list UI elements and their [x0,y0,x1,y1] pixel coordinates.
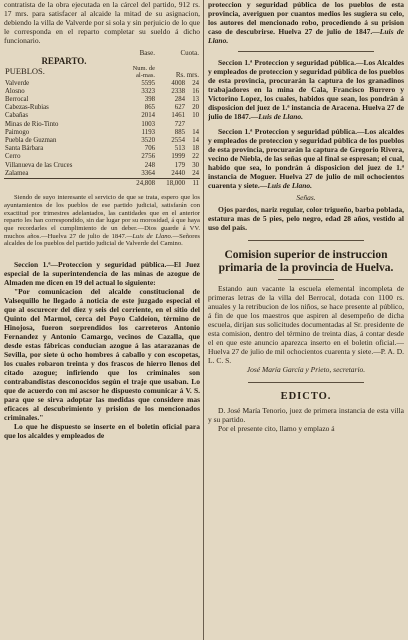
paragraph-gregorio [208,127,404,190]
total-rs: 18,000 [156,179,186,189]
paragraph-senas: Ojos pardos, nariz regular, color trigueño, barba poblada, estatura mas de 5 pies, pelo negro, edad 28 años, vestido al uso del país. [208,205,404,232]
mrs-cell: 16 [192,87,199,95]
seccion-text: —El Juez especial de la superintendencia de las minas de azogue de Almaden me dicen en 19 del actual lo siguiente: [4,260,200,288]
almas-cell: 1003 [141,120,155,128]
rs-cell: 179 [174,161,185,169]
pueblo-cell: Zalamea [5,169,29,177]
senas-text: Señas. [296,193,316,202]
paragraph-seccion-almaden [4,260,200,287]
p2-addressee: —Señores alcaldes de los pueblos del partido judicial de Valverde del Camino. [4,232,200,248]
almas-cell: 2014 [141,112,155,120]
table-row [4,129,200,137]
pueblo-cell: Valverde [5,79,30,87]
escuela-signature [208,365,404,374]
pueblo-cell: Berrocal [5,96,29,104]
mrs-cell: 30 [192,161,199,169]
table-row [4,121,200,129]
pueblo-cell: Santa Bárbara [5,145,44,153]
table-row [4,96,200,104]
r-p1-text: proteccion y seguridad pública de los pueblos de esta provincia, averiguen por cuantos medios les sugiera su celo, los autores del mencionado robo, procediendo á su prision caso de descubrirse. Huelva 27 de julio de 1847. [208,0,404,36]
almas-cell: 2756 [141,153,155,161]
table-row [4,112,200,120]
rs-cell: 513 [174,145,185,153]
col-cuota: Cuota. [180,49,199,57]
mrs-cell: 24 [192,169,199,177]
paragraph-siendo [4,194,200,248]
mrs-cell: 24 [192,79,199,87]
table-title: REPARTO. [41,56,87,67]
paragraph-cito: Por el presente cito, llamo y emplazo á [218,424,335,433]
paragraph-lo-que: Lo que he dispuesto se inserte en el boletin oficial para que los alcaldes y empleados de [4,422,200,441]
r-p3-text: —Los alcaldes y empleados de proteccion y seguridad pública de los pueblos de esta provincia, procurarán la captura de Gregorio Rivera, vecino de Niebla, de las señas que al final se espresan; el cual, habido que sea, lo pondrán á disposicion del juez de 1.ª instancia de Moguer. Huelva 27 de julio de mil ochocientos cuarenta y siete. [208,127,404,190]
pueblo-cell: Cerro [5,153,21,161]
almas-cell: 248 [144,161,155,169]
table-row [4,88,200,96]
mrs-cell: 20 [192,104,199,112]
r-p2-signature: —Luis de Llano. [250,112,304,121]
almas-cell: 398 [144,96,155,104]
reparto-table [4,49,200,188]
escuela-sign-text: José María García y Prieto, secretario. [246,365,366,374]
pueblo-cell: Cabañas [5,112,29,120]
table-row [4,80,200,88]
pueblo-cell: Villanueva de las Cruces [5,161,73,169]
seccion-heading: Seccion 1.ª—Proteccion y seguridad pública. [14,260,167,270]
mrs-cell: 13 [192,96,199,104]
almas-cell: 3364 [141,169,155,177]
r-p3-signature: —Luis de Llano. [259,181,313,190]
r-p2-text: —Los Alcaldes y empleados de proteccion y seguridad pública de los pueblos de esta provincia, procurarán la captura de los granadinos trabajadores en la mina de Cala, Francisco Burrero y Victorino Lopez, los cuales, habidos que sean, los pondrán á disposicion del juez de 1.ª instancia de Aracena. Huelva 27 de julio de 1847. [208,58,404,121]
divider-3 [278,279,334,280]
paragraph-escuela: Estando aun vacante la escuela elemental incompleta de primeras letras de la villa del Berrocal, dotada con 1100 rs. anuales y la retribucion de los niños, se hace presente al público, á fin de que los maestros que aspiren al desempeño de dicha escuela, dirijan sus solicitudes documentadas al Sr. presidente de esta comision, dentro del término de treinta dias, á contar desde el en que este anuncio aparezca inserto en el boletin oficial.—Huelva 27 de julio de mil ochocientos cuarenta y siete.—P. A. D. L. C. S. [208,284,404,365]
almas-cell: 3323 [141,87,155,95]
rs-cell: 727 [174,120,185,128]
col-pueblos: PUEBLOS. [5,66,45,77]
right-column [208,0,404,640]
paragraph-contratista: contratista de la obra ejecutada en la cárcel del partido, 912 rs. 17 mrs. para satisfacer al alcaide la mitad de su asignacion, debiendo la villa de Valverde por si sola y sin perjuicio de lo que le corresponda en el reparto completar su sueldo á dicho funcionario. [4,0,200,45]
total-mrs: 11 [186,179,200,189]
mrs-cell: 14 [192,137,199,145]
r-p3-head: Seccion 1.ª Proteccion y seguridad pública. [218,127,358,136]
rs-cell: 2338 [171,87,185,95]
col-num: Num. de al-mas. [132,65,155,80]
r-p2-head: Seccion 1.ª Proteccion y seguridad pública. [218,58,356,67]
divider-1 [238,51,374,52]
mrs-cell: 18 [192,145,199,153]
col-rs: Rs. mrs. [175,71,199,80]
heading-edicto: EDICTO. [280,391,332,402]
almas-cell: 865 [144,104,155,112]
total-almas: 24,808 [124,179,156,189]
divider-4 [248,382,364,383]
pueblo-cell: Puebla de Guzman [5,137,57,145]
table-row [4,170,200,179]
mrs-cell [186,121,200,129]
heading-comision: Comision superior de instruccion primaria de la provincia de Huelva. [218,249,394,274]
divider-2 [248,240,364,241]
pueblo-cell: Minas de Rio-Tinto [5,120,59,128]
pueblo-cell: Cabezas-Rubias [5,104,49,112]
rs-cell: 627 [174,104,185,112]
p2-signature: —Luis de Llano. [126,232,173,240]
almas-cell: 3520 [141,137,155,145]
pueblo-cell: Alosno [5,87,25,95]
table-row [4,145,200,153]
table-row [4,137,200,145]
rs-cell: 4008 [171,79,185,87]
r-p1-signature: —Luis de Llano. [208,27,404,45]
rs-cell: 284 [174,96,185,104]
almas-cell: 1193 [141,128,155,136]
rs-cell: 1999 [171,153,185,161]
almas-cell: 5595 [141,79,155,87]
table-row [4,153,200,161]
mrs-cell: 22 [192,153,199,161]
paragraph-granadinos [208,58,404,121]
almas-cell: 706 [144,145,155,153]
table-row [4,162,200,170]
p2-text: Siendo de suyo interesante el servicio de que se trata, espero que los ayuntamientos de los pueblos de ese partido judicial, satisfarán con exactitud por trimestres adelantados, las cantidades que en el anterior reparto les han correspondido, sin dar lugar por su morosidad, á que haya que recordarles el cumplimiento de un deber.—Dios guarde á VV. muchos años.—Huelva 27 de julio de 1847. [4,194,200,240]
paragraph-tenorio: D. José María Tenorio, juez de primera instancia de esta villa y su partido. [208,406,404,424]
left-column [4,0,200,640]
column-divider [203,0,204,640]
col-base: Base. [139,49,155,57]
mrs-cell: 14 [192,128,199,136]
rs-cell: 2440 [171,169,185,177]
pueblo-cell: Paimogo [5,128,30,136]
paragraph-robo-cont [208,0,404,45]
rs-cell: 1461 [171,112,185,120]
senas-label [208,193,404,202]
rs-cell: 2554 [171,137,185,145]
mrs-cell: 10 [192,112,199,120]
rs-cell: 885 [174,128,185,136]
paragraph-comunicacion: "Por comunicacion del alcalde constitucional de Valsequillo he llegado á noticia de este juzgado especial el que al oscurecer del diez y seis del corriente, en el sitio del Quinto del Marmol, cerca del Poyo Caldeion, término de Hinojosa, fueron sorprendidos los carreteros Antonio Fernandez y Antonio Camargo, vecinos de Cazalla, que desde estas fábricas conducian azogue á las atarazanas de Sevilla, por siete ú ocho hombres á caballo y con escopetas, los cuales robaron treinta y dos frascos de hierro llenos del citado azogue; infiriendo que los criminales son contrabandistas desconocidos según el traje que usaban. Lo que de acuerdo con mi ascsor he dispuesto comunicar á V. S. para que se sirva adoptar las medidas que considere mas eficaces al descubrimiento y prision de los mencionados criminales." [4,287,200,423]
table-row [4,104,200,112]
